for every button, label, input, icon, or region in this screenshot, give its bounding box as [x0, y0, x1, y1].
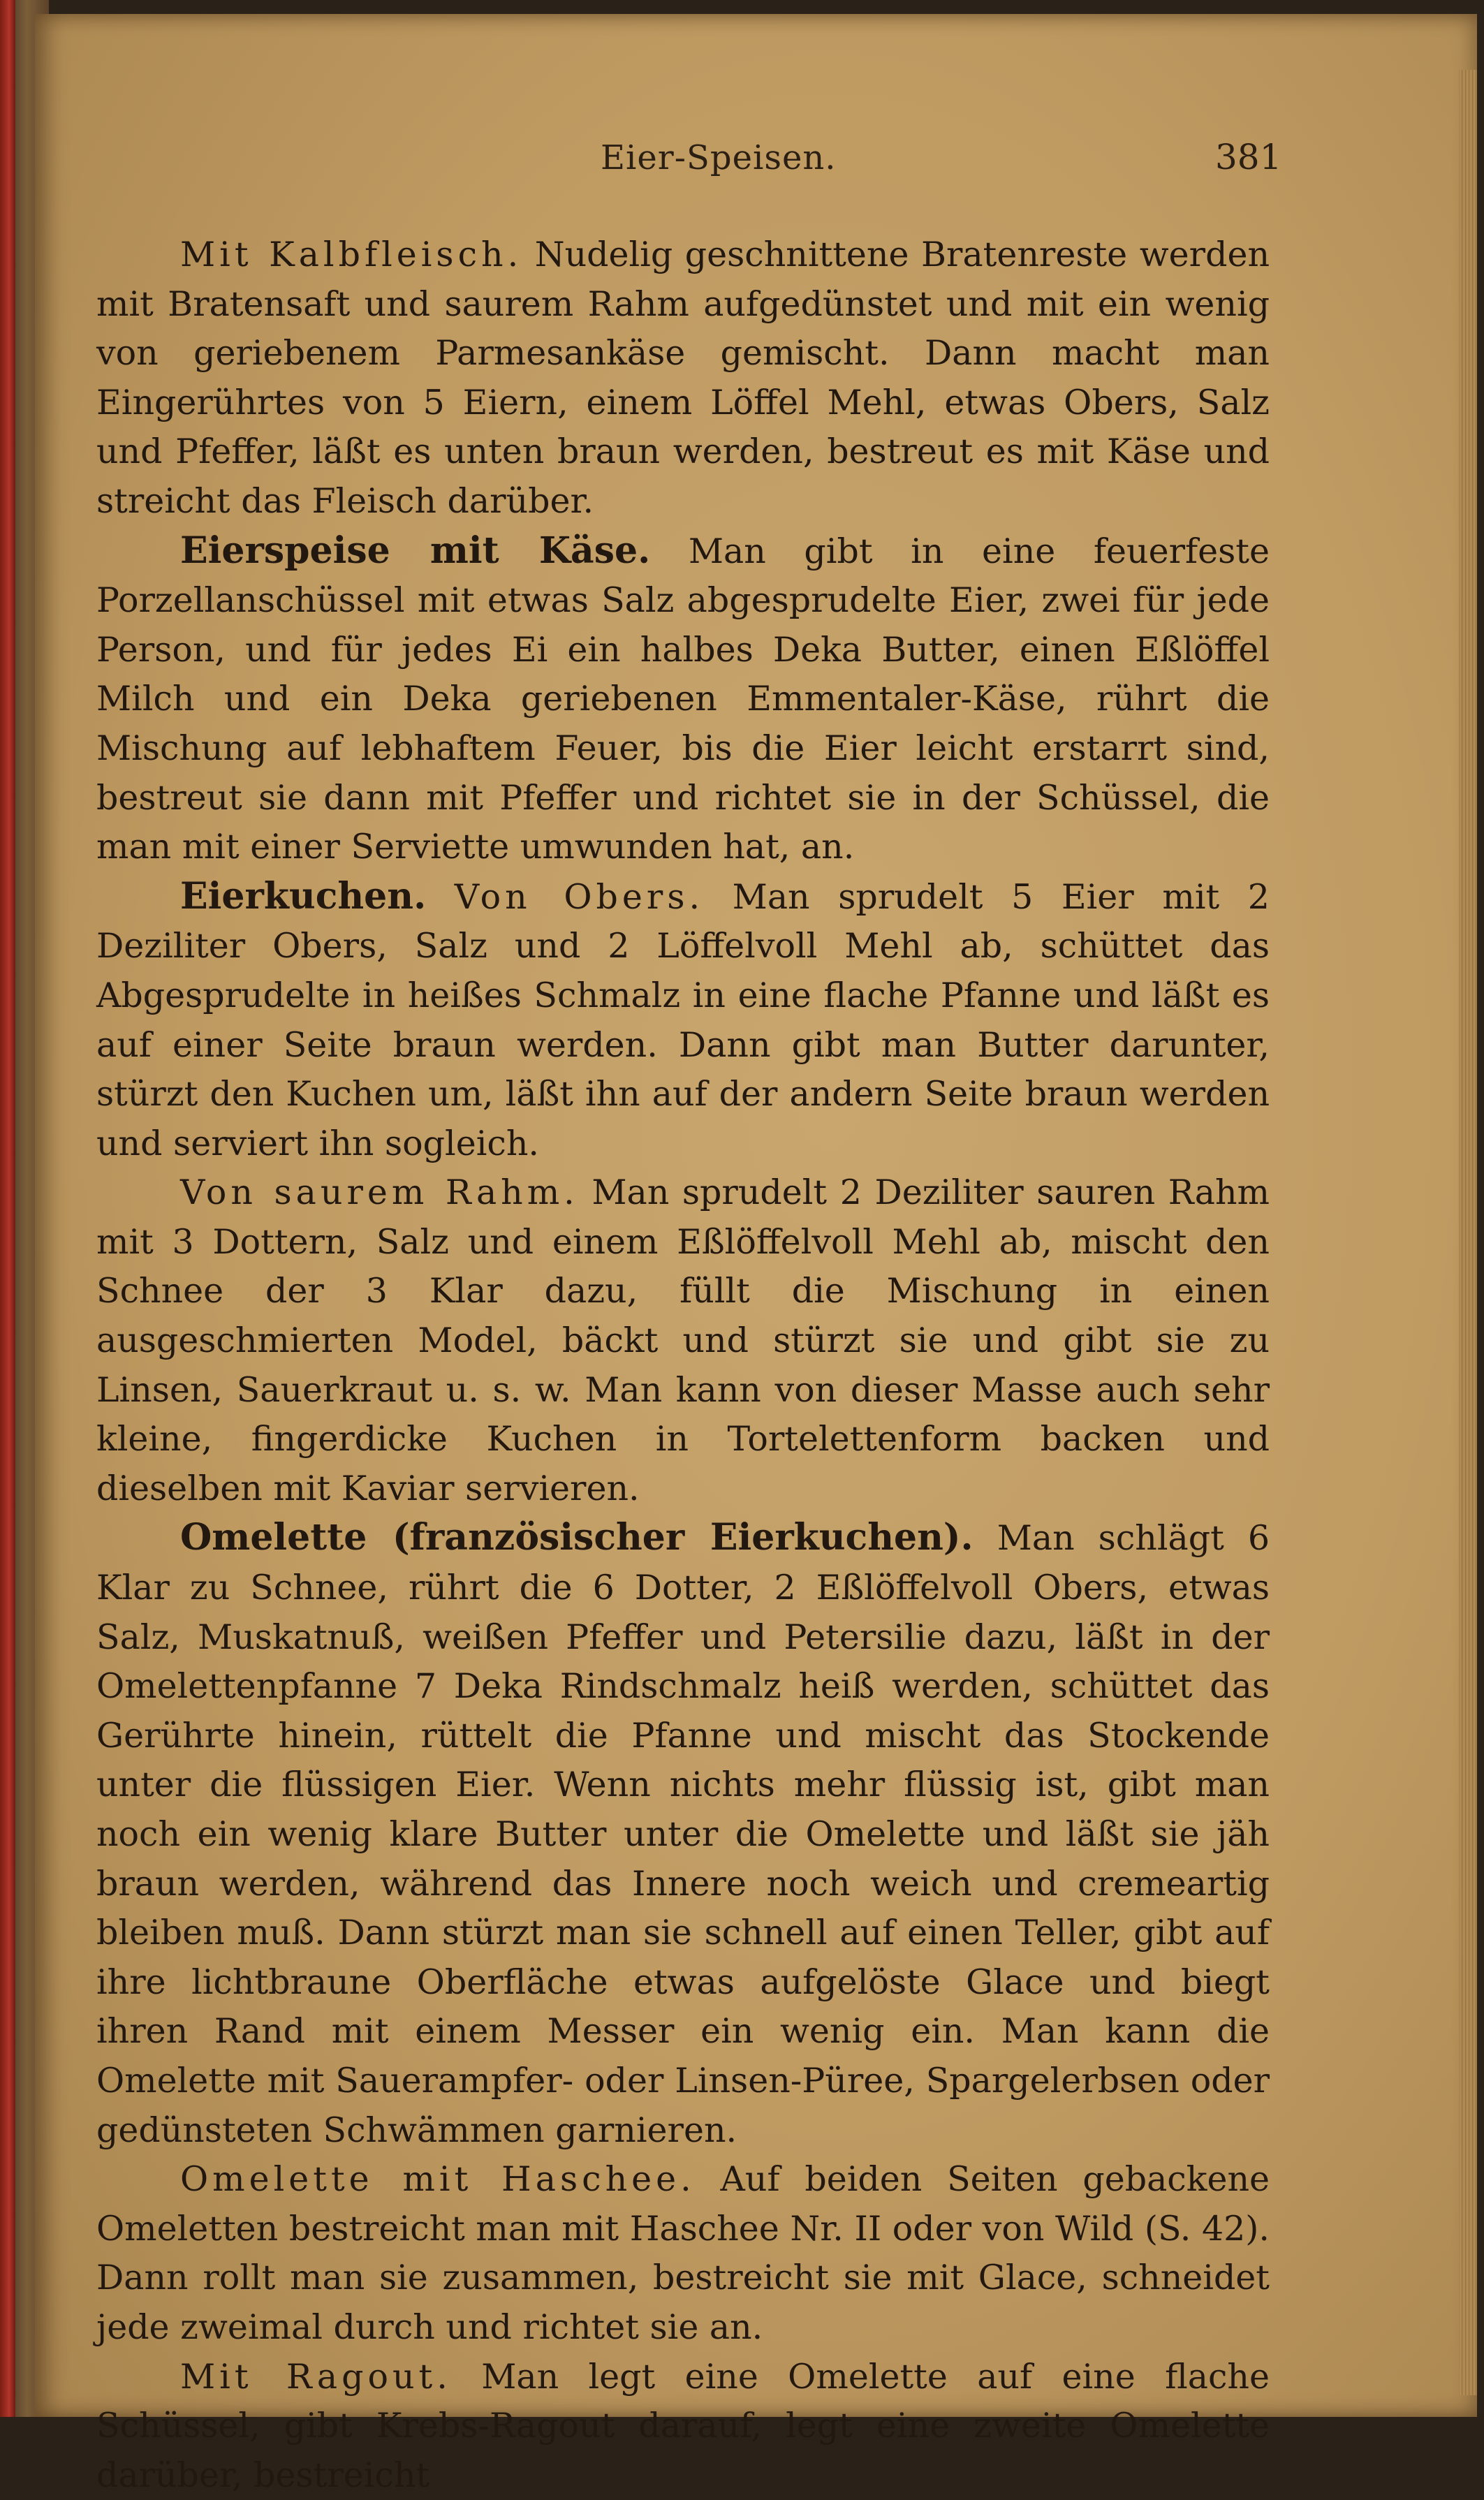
paragraph-mit-ragout — [96, 2353, 1270, 2500]
recipe-heading: Omelette (französischer Eierkuchen). — [180, 1516, 974, 1559]
paragraph-kalbfleisch — [96, 230, 1270, 527]
paragraph-body: Nudelig geschnittene Bratenreste werden mit Bratensaft und saurem Rahm aufgedünstet und mit ein wenig von geriebenem Parmesankäse gemischt. Dann macht man Eingerührtes von 5 Eiern, einem Löffel Mehl, etwas Obers, Salz und Pfeffer, läßt es unten braun werden, bestreut es mit Käse und streicht das Fleisch darüber. — [96, 235, 1270, 521]
paragraph-eierkuchen — [96, 872, 1270, 1169]
running-title: Eier-Speisen. — [601, 138, 837, 177]
red-spine-strip — [0, 0, 15, 2417]
recipe-subtitle: Mit Ragout. — [180, 2356, 452, 2397]
page-number: 381 — [1215, 137, 1282, 177]
recipe-subtitle: Mit Kalbfleisch. — [180, 235, 523, 274]
paragraph-body: Man legt eine Omelette auf eine flache Schüssel, gibt Krebs-Ragout darauf, legt eine zweite Omelette darüber, bestreicht — [96, 2356, 1270, 2495]
recipe-heading: Eierspeise mit Käse. — [180, 529, 651, 572]
recipe-subtitle: Von saurem Rahm. — [180, 1172, 579, 1213]
paragraph-body: Man schlägt 6 Klar zu Schnee, rührt die 6 Dotter, 2 Eßlöffelvoll Obers, etwas Salz, Muskatnuß, weißen Pfeffer und Petersilie dazu, läßt in der Omelettenpfanne 7 Deka Rindschmalz heiß werden, schüttet das Gerührte hinein, rüttelt die Pfanne und mischt das Stockende unter die flüssigen Eier. Wenn nichts mehr flüssig ist, gibt man noch ein wenig klare Butter unter die Omelette und läßt sie jäh braun werden, während das Innere noch weich und cremeartig bleiben muß. Dann stürzt man sie schnell auf einen Teller, gibt auf ihre lichtbraune Oberfläche etwas aufgelöste Glace und biegt ihren Rand mit einem Messer ein wenig ein. Man kann die Omelette mit Sauerampfer- oder Linsen-Püree, Spargelerbsen oder gedünsteten Schwämmen garnieren. — [96, 1518, 1270, 2150]
paragraph-omelette — [96, 1513, 1270, 2155]
paragraph-saurem-rahm — [96, 1168, 1270, 1513]
recipe-subtitle: Von Obers. — [454, 876, 705, 917]
paragraph-body: Man sprudelt 2 Deziliter sauren Rahm mit 3 Dottern, Salz und einem Eßlöffelvoll Mehl ab, mischt den Schnee der 3 Klar dazu, füllt die Mischung in einen ausgeschmierten Model, bäckt und stürzt sie und gibt sie zu Linsen, Sauerkraut u. s. w. Man kann von dieser Masse auch sehr kleine, fingerdicke Kuchen in Tortelettenform backen und dieselben mit Kaviar servieren. — [96, 1172, 1270, 1508]
recipe-heading: Eierkuchen. — [180, 874, 427, 918]
paragraph-eierspeise-kaese — [96, 527, 1270, 872]
paragraph-body: Auf beiden Seiten gebackene Omeletten bestreicht man mit Haschee Nr. II oder von Wild (S. 42). Dann rollt man sie zusammen, bestreicht sie mit Glace, schneidet jede zweimal durch und richtet sie an. — [96, 2159, 1270, 2347]
recipe-subtitle: Omelette mit Haschee. — [180, 2159, 696, 2200]
page-stack-edge — [1459, 70, 1477, 2395]
page-body-text — [96, 230, 1270, 2500]
paragraph-omelette-haschee — [96, 2155, 1270, 2352]
paragraph-body: Man sprudelt 5 Eier mit 2 Deziliter Obers, Salz und 2 Löffelvoll Mehl ab, schüttet das Abgesprudelte in heißes Schmalz in eine flache Pfanne und läßt es auf einer Seite braun werden. Dann gibt man Butter darunter, stürzt den Kuchen um, läßt ihn auf der andern Seite braun werden und serviert ihn sogleich. — [96, 876, 1270, 1163]
paragraph-body: Man gibt in eine feuerfeste Porzellanschüssel mit etwas Salz abgesprudelte Eier, zwei für jede Person, und für jedes Ei ein halbes Deka Butter, einen Eßlöffel Milch und ein Deka geriebenen Emmentaler-Käse, rührt die Mischung auf lebhaftem Feuer, bis die Eier leicht erstarrt sind, bestreut sie dann mit Pfeffer und richtet sie in der Schüssel, die man mit einer Serviette umwunden hat, an. — [96, 531, 1270, 867]
